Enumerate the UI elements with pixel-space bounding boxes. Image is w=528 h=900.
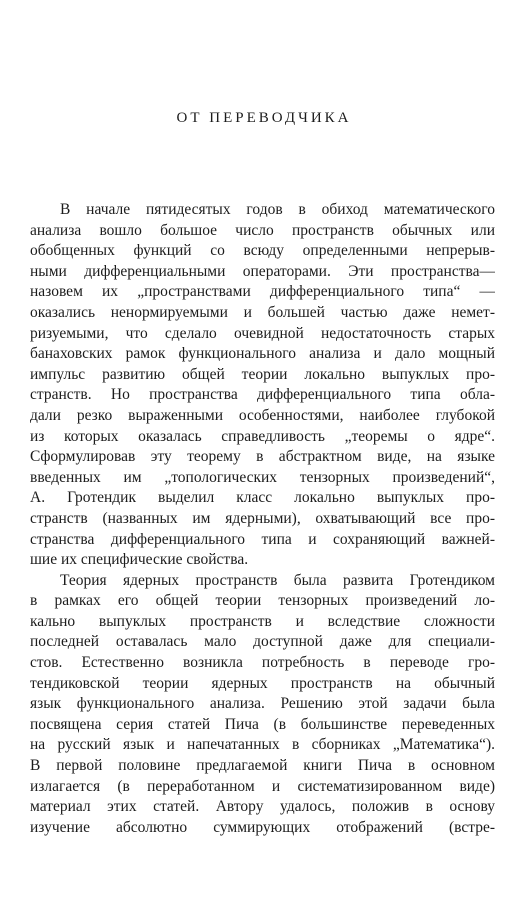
text-line: В первой половине предлагаемой книги Пича в основном [30, 757, 495, 775]
text-line: излагается (в переработанном и систематизированном виде) [30, 777, 495, 795]
text-line: посвящена серия статей Пича (в большинстве переведенных [30, 715, 495, 733]
text-line: анализа вошло большое число пространств обычных или [30, 221, 495, 239]
text-line: Сформулировав эту теорему в абстрактном виде, на языке [30, 448, 495, 466]
text-line: назовем их „пространствами дифференциального типа“ — [30, 283, 495, 301]
text-line: странств. Но пространства дифференциального типа обла- [30, 386, 495, 404]
text-line: обобщенных функций со всюду определенными непрерыв- [30, 242, 495, 260]
text-line: кально выпуклых пространств и вследствие сложности [30, 612, 495, 630]
text-line: тендиковской теории ядерных пространств на обычный [30, 674, 495, 692]
text-line: из которых оказалась справедливость „теоремы о ядре“. [30, 427, 495, 445]
text-line: язык функционального анализа. Решению этой задачи была [30, 695, 495, 713]
text-line: оказались ненормируемыми и большей частью даже немет- [30, 303, 495, 321]
text-line: стов. Естественно возникла потребность в переводе гро- [30, 654, 495, 672]
text-line: последней оставалась мало доступной даже для специали- [30, 633, 495, 651]
paragraph [30, 200, 495, 571]
text-line: на русский язык и напечатанных в сборниках „Математика“). [30, 736, 495, 754]
page-title: ОТ ПЕРЕВОДЧИКА [176, 110, 352, 126]
text-line: банаховских рамок функционального анализа и дало мощный [30, 345, 495, 363]
text-line: А. Гротендик выделил класс локально выпуклых про- [30, 489, 495, 507]
text-line: ными дифференциальными операторами. Эти пространства— [30, 262, 495, 280]
paragraph [30, 571, 495, 839]
text-line: странства дифференциального типа и сохраняющий важней- [30, 530, 495, 548]
text-line: странств (названных им ядерными), охватывающий все про- [30, 509, 495, 527]
body-text [30, 200, 495, 838]
text-line: шие их специфические свойства. [30, 551, 249, 569]
text-line: Теория ядерных пространств была развита Гротендиком [60, 571, 495, 589]
text-line: дали резко выраженными особенностями, наиболее глубокой [30, 406, 495, 424]
text-line: изучение абсолютно суммирующих отображений (встре- [30, 818, 495, 836]
text-line: В начале пятидесятых годов в обиход математического [60, 201, 495, 218]
text-line: импульс развитию общей теории локально выпуклых про- [30, 365, 495, 383]
text-line: введенных им „топологических тензорных произведений“, [30, 468, 495, 486]
text-line: материал этих статей. Автору удалось, положив в основу [30, 798, 495, 816]
text-line: в рамках его общей теории тензорных произведений ло- [30, 592, 495, 610]
text-line: ризуемыми, что сделало очевидной недостаточность старых [30, 324, 495, 342]
